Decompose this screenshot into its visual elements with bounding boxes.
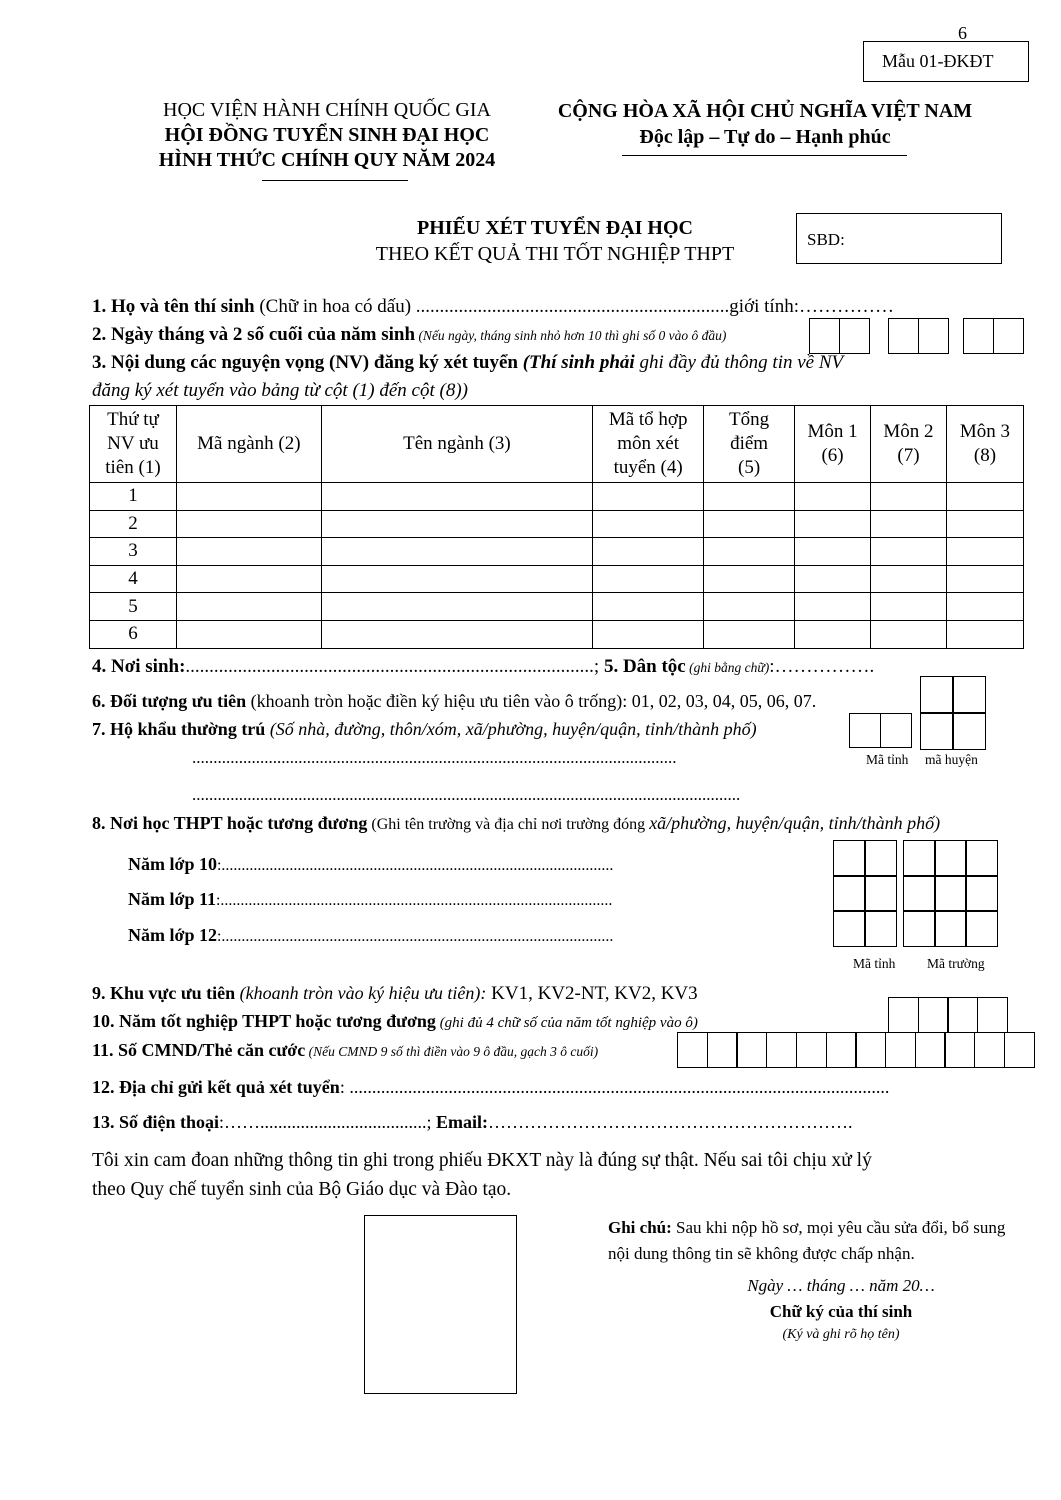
school-code-cells [904, 841, 997, 946]
item-10-note: (ghi đủ 4 chữ số của năm tốt nghiệp vào ô) [435, 1015, 698, 1031]
item-8 [92, 813, 940, 834]
birth-year-cell[interactable] [993, 318, 1024, 354]
item-1 [92, 296, 894, 318]
header-left-underline [262, 180, 408, 181]
residence-province-cells [849, 713, 912, 748]
table-cell[interactable] [704, 620, 795, 648]
item-8-note-b: xã/phường, huyện/quận, tỉnh/thành phố) [649, 813, 941, 833]
id-number-cell[interactable] [826, 1032, 857, 1068]
item-11 [92, 1040, 598, 1061]
table-cell[interactable] [321, 483, 592, 511]
id-number-cell[interactable] [707, 1032, 738, 1068]
signature-sub: (Ký và ghi rõ họ tên) [782, 1327, 900, 1342]
item-12 [92, 1077, 889, 1098]
table-cell[interactable] [704, 483, 795, 511]
title-line2: THEO KẾT QUẢ THI TỐT NGHIỆP THPT [375, 243, 735, 265]
table-cell[interactable] [946, 538, 1023, 566]
table-cell[interactable] [176, 483, 321, 511]
school-code-cell[interactable] [903, 875, 935, 911]
school-province-cell[interactable] [864, 875, 896, 911]
result-address-field[interactable]: : ........................................................................................................................ [339, 1077, 890, 1097]
table-cell[interactable] [871, 620, 947, 648]
table-cell[interactable] [795, 565, 871, 593]
graduation-year-cell[interactable] [888, 997, 919, 1033]
school-code-cell[interactable] [934, 875, 966, 911]
table-cell[interactable] [321, 510, 592, 538]
priority-cell[interactable] [952, 712, 985, 749]
item-9-label: 9. Khu vực ưu tiên [92, 983, 236, 1003]
table-cell[interactable] [704, 565, 795, 593]
graduation-year-cells [888, 997, 1008, 1033]
email-label: Email: [436, 1112, 489, 1132]
commitment-line2: theo Quy chế tuyển sinh của Bộ Giáo dục và Đào tạo. [92, 1179, 512, 1200]
item-9 [92, 983, 698, 1005]
residence-code-cell[interactable] [880, 713, 912, 748]
title-line1: PHIẾU XÉT TUYỂN ĐẠI HỌC [417, 217, 693, 239]
item-10-label: 10. Năm tốt nghiệp THPT hoặc tương đương [92, 1011, 436, 1031]
row-number: 4 [90, 565, 177, 593]
table-cell[interactable] [704, 510, 795, 538]
id-number-cell[interactable] [885, 1032, 916, 1068]
school-province-cells [834, 841, 896, 946]
item-5-note: (ghi bằng chữ) [685, 660, 770, 675]
table-cell[interactable] [795, 538, 871, 566]
table-cell[interactable] [321, 538, 592, 566]
email-field[interactable]: ……………………………………………………. [488, 1112, 853, 1132]
aspiration-table [89, 405, 1024, 649]
school-province-cell[interactable] [864, 840, 896, 876]
school-code-cell[interactable] [934, 840, 966, 876]
graduation-year-cell[interactable] [918, 997, 949, 1033]
year-11-field[interactable]: :.................................................................................................. [215, 892, 613, 909]
header-right [530, 98, 1000, 150]
table-cell[interactable] [176, 620, 321, 648]
table-cell[interactable] [704, 538, 795, 566]
year-10-row [128, 854, 613, 875]
birthplace-field[interactable]: ......................................................................................; [185, 656, 604, 677]
item-11-note: (Nếu CMND 9 số thì điền vào 9 ô đầu, gạch 3 ô cuối) [305, 1044, 599, 1059]
table-cell[interactable] [321, 620, 592, 648]
table-cell[interactable] [176, 565, 321, 593]
ma-huyen-label: mã huyện [925, 752, 978, 767]
institution-name: HỌC VIỆN HÀNH CHÍNH QUỐC GIA [163, 99, 491, 121]
table-cell[interactable] [946, 620, 1023, 648]
column-header: Mã ngành (2) [176, 406, 321, 483]
item-2 [92, 324, 726, 346]
school-province-cell[interactable] [833, 910, 865, 946]
commitment-line1: Tôi xin cam đoan những thông tin ghi trong phiếu ĐKXT này là đúng sự thật. Nếu sai tôi chịu xử lý [92, 1150, 872, 1171]
year-11-label: Năm lớp 11 [128, 889, 216, 909]
table-cell[interactable] [871, 565, 947, 593]
country-name: CỘNG HÒA XÃ HỘI CHỦ NGHĨA VIỆT NAM [557, 100, 973, 122]
table-cell[interactable] [593, 565, 704, 593]
birth-month-cells [888, 318, 949, 354]
priority-cell[interactable] [920, 712, 953, 749]
table-cell[interactable] [946, 483, 1023, 511]
photo-box [364, 1215, 517, 1394]
table-row [90, 565, 1024, 593]
year-11-row [128, 889, 612, 910]
birth-month-cell[interactable] [918, 318, 949, 354]
item-11-label: 11. Số CMND/Thẻ căn cước [92, 1040, 306, 1060]
item-4-5 [92, 656, 874, 678]
table-cell[interactable] [321, 565, 592, 593]
item-2-label: 2. Ngày tháng và 2 số cuối của năm sinh [92, 324, 416, 345]
school-code-cell[interactable] [934, 910, 966, 946]
sbd-box[interactable] [796, 213, 1002, 264]
table-cell[interactable] [593, 538, 704, 566]
item-9-note: (khoanh tròn vào ký hiệu ưu tiên): [235, 983, 487, 1003]
item-7-note: (Số nhà, đường, thôn/xóm, xã/phường, huyện/quận, tỉnh/thành phố) [265, 719, 757, 739]
item-3 [92, 352, 843, 374]
year-12-label: Năm lớp 12 [128, 925, 217, 945]
note [608, 1215, 1005, 1267]
table-cell[interactable] [795, 593, 871, 621]
item-2-note: (Nếu ngày, tháng sinh nhỏ hơn 10 thì ghi số 0 vào ô đầu) [415, 328, 727, 343]
id-number-cell[interactable] [766, 1032, 797, 1068]
school-province-cell[interactable] [864, 910, 896, 946]
id-number-cell[interactable] [855, 1032, 886, 1068]
row-number: 2 [90, 510, 177, 538]
table-cell[interactable] [871, 593, 947, 621]
table-row [90, 538, 1024, 566]
id-number-cell[interactable] [736, 1032, 767, 1068]
school-code-cell[interactable] [903, 840, 935, 876]
item-13-label: 13. Số điện thoại [92, 1112, 220, 1132]
table-cell[interactable] [593, 510, 704, 538]
id-number-cells [677, 1032, 1035, 1068]
year-12-row [128, 925, 613, 946]
table-cell[interactable] [871, 483, 947, 511]
table-row [90, 593, 1024, 621]
signature-block [700, 1273, 982, 1346]
year-10-field[interactable]: :.................................................................................................. [216, 857, 614, 874]
ma-tinh-label: Mã tỉnh [866, 752, 909, 767]
id-number-cell[interactable] [1004, 1032, 1035, 1068]
table-cell[interactable] [593, 620, 704, 648]
birth-month-cell[interactable] [888, 318, 919, 354]
form-code: Mẫu 01-ĐKĐT [882, 51, 994, 71]
row-number: 1 [90, 483, 177, 511]
table-cell[interactable] [176, 538, 321, 566]
region-options[interactable]: KV1, KV2-NT, KV2, KV3 [486, 983, 698, 1004]
row-number: 3 [90, 538, 177, 566]
column-header: Tên ngành (3) [321, 406, 592, 483]
table-cell[interactable] [593, 483, 704, 511]
school-code-cell[interactable] [965, 840, 997, 876]
item-10 [92, 1011, 698, 1032]
item-1-note: (Chữ in hoa có dấu) [254, 296, 416, 317]
table-cell[interactable] [946, 565, 1023, 593]
column-header: Môn 3 (8) [946, 406, 1023, 483]
motto: Độc lập – Tự do – Hạnh phúc [639, 126, 891, 148]
form-code-box [863, 41, 1029, 82]
gender-field[interactable]: giới tính:…………… [729, 296, 894, 317]
table-header-row [90, 406, 1024, 483]
school-code-cell[interactable] [903, 910, 935, 946]
residence-dots-1[interactable]: .................................................................................................................. [192, 748, 677, 767]
commitment [92, 1146, 872, 1204]
row-number: 5 [90, 593, 177, 621]
table-cell[interactable] [795, 510, 871, 538]
year-12-field[interactable]: :.................................................................................................. [216, 928, 614, 945]
school-ma-tinh-label: Mã tỉnh [853, 956, 896, 971]
id-number-cell[interactable] [796, 1032, 827, 1068]
phone-field[interactable]: :…….....................................; [219, 1112, 437, 1132]
form-title [300, 215, 810, 267]
item-13 [92, 1112, 853, 1133]
item-4-label: 4. Nơi sinh: [92, 656, 186, 677]
item-8-label: 8. Nơi học THPT hoặc tương đương [92, 813, 368, 833]
column-header: Thứ tự NV ưu tiên (1) [90, 406, 177, 483]
table-cell[interactable] [946, 510, 1023, 538]
item-6-text: (khoanh tròn hoặc điền ký hiệu ưu tiên vào ô trống): 01, 02, 03, 04, 05, 06, 07. [246, 691, 817, 711]
year-10-label: Năm lớp 10 [128, 854, 217, 874]
table-cell[interactable] [871, 538, 947, 566]
header-right-underline [622, 155, 907, 156]
birth-year-cells [963, 318, 1024, 354]
item-7-label: 7. Hộ khẩu thường trú [92, 719, 266, 739]
ethnicity-field[interactable]: :……………. [769, 656, 875, 677]
priority-cells [921, 677, 985, 749]
birth-day-cell[interactable] [809, 318, 840, 354]
table-cell[interactable] [176, 593, 321, 621]
table-cell[interactable] [871, 510, 947, 538]
table-cell[interactable] [946, 593, 1023, 621]
signature-title: Chữ ký của thí sinh [769, 1302, 913, 1321]
item-3-note-open: (Thí sinh [522, 352, 600, 373]
column-header: Mã tổ hợp môn xét tuyển (4) [593, 406, 704, 483]
school-province-cell[interactable] [833, 875, 865, 911]
page-number: 6 [958, 23, 967, 43]
graduation-year-cell[interactable] [947, 997, 978, 1033]
row-number: 6 [90, 620, 177, 648]
item-5-label: 5. Dân tộc [603, 656, 686, 677]
sbd-label: SBD: [807, 230, 845, 249]
column-header: Tổng điểm (5) [704, 406, 795, 483]
item-1-label: 1. Họ và tên thí sinh [92, 296, 255, 317]
header-left [112, 98, 542, 173]
table-row [90, 483, 1024, 511]
item-7 [92, 719, 757, 740]
residence-code-cell[interactable] [849, 713, 881, 748]
priority-cell[interactable] [920, 676, 953, 713]
item-6-label: 6. Đối tượng ưu tiên [92, 691, 247, 711]
id-number-cell[interactable] [944, 1032, 975, 1068]
signature-date[interactable]: Ngày … tháng … năm 20… [747, 1276, 935, 1295]
item-3-note-emphasis: phải [599, 352, 635, 373]
note-text-2: nội dung thông tin sẽ không được chấp nhận. [608, 1244, 915, 1263]
item-8-note-a: (Ghi tên trường và địa chỉ nơi trường đóng [367, 816, 650, 833]
council-name: HỘI ĐỒNG TUYỂN SINH ĐẠI HỌC [164, 124, 490, 146]
birth-day-cells [809, 318, 870, 354]
table-row [90, 620, 1024, 648]
column-header: Môn 2 (7) [871, 406, 947, 483]
graduation-year-cell[interactable] [977, 997, 1008, 1033]
table-cell[interactable] [176, 510, 321, 538]
note-text-1: Sau khi nộp hồ sơ, mọi yêu cầu sửa đổi, bổ sung [671, 1218, 1006, 1237]
item-12-label: 12. Địa chỉ gửi kết quả xét tuyển [92, 1077, 340, 1097]
table-row [90, 510, 1024, 538]
table-cell[interactable] [593, 593, 704, 621]
table-cell[interactable] [795, 483, 871, 511]
item-3-label: 3. Nội dung các nguyện vọng (NV) đăng ký xét tuyển [92, 352, 523, 373]
birth-year-cell[interactable] [963, 318, 994, 354]
id-number-cell[interactable] [974, 1032, 1005, 1068]
priority-cell[interactable] [952, 676, 985, 713]
item-6 [92, 691, 816, 712]
full-name-field[interactable]: .................................................................. [415, 296, 730, 317]
birth-day-cell[interactable] [839, 318, 870, 354]
table-cell[interactable] [321, 593, 592, 621]
program-name: HÌNH THỨC CHÍNH QUY NĂM 2024 [158, 149, 496, 171]
table-cell[interactable] [795, 620, 871, 648]
note-label: Ghi chú: [608, 1218, 672, 1237]
school-code-cell[interactable] [965, 875, 997, 911]
column-header: Môn 1 (6) [795, 406, 871, 483]
school-code-cell[interactable] [965, 910, 997, 946]
id-number-cell[interactable] [915, 1032, 946, 1068]
table-cell[interactable] [704, 593, 795, 621]
id-number-cell[interactable] [677, 1032, 708, 1068]
school-ma-truong-label: Mã trường [927, 956, 985, 971]
item-3-note-line2: đăng ký xét tuyển vào bảng từ cột (1) đến cột (8)) [92, 380, 468, 401]
school-province-cell[interactable] [833, 840, 865, 876]
residence-dots-2[interactable]: ................................................................................................................................. [192, 785, 741, 804]
item-3-note-rest: ghi đầy đủ thông tin về NV [634, 352, 844, 373]
